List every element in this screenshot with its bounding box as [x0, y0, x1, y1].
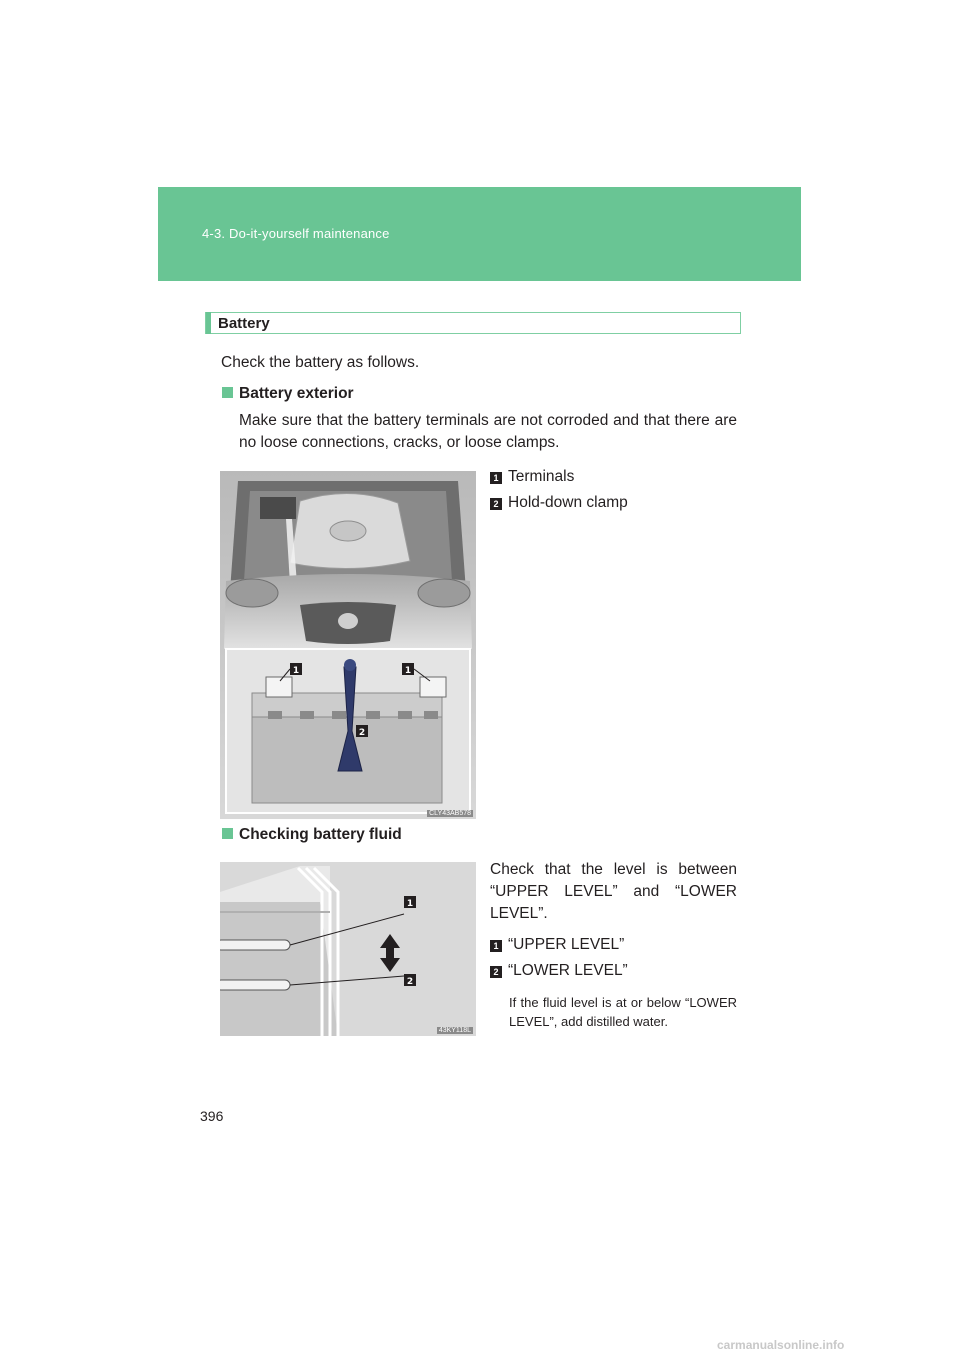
square-bullet-icon — [222, 828, 233, 839]
legend-item-terminals — [490, 468, 574, 486]
engine-bay-illustration — [220, 471, 476, 819]
watermark: carmanualsonline.info — [717, 1338, 845, 1352]
battery-exterior-figure — [220, 471, 476, 819]
battery-fluid-title: Checking battery fluid — [239, 826, 402, 843]
legend-number: 1 — [490, 940, 502, 952]
callout-lower-level: 2 — [406, 977, 414, 987]
figure-code: 43KY118L — [438, 1027, 471, 1034]
battery-exterior-text: Make sure that the battery terminals are not corroded and that there are no loose connections, cracks, or loose clamps. — [239, 412, 737, 451]
legend-label: Hold-down clamp — [508, 494, 628, 511]
section-heading — [205, 312, 741, 334]
legend-item-hold-down-clamp — [490, 494, 628, 512]
legend-number: 2 — [490, 498, 502, 510]
figure-code: CLY43AB578 — [429, 810, 471, 817]
legend-label: Terminals — [508, 468, 575, 485]
section-heading-text: Battery — [218, 315, 270, 332]
battery-fluid-heading — [222, 826, 402, 844]
callout-upper-level: 1 — [406, 899, 414, 909]
page-number: 396 — [200, 1108, 224, 1124]
callout-clamp: 2 — [358, 728, 366, 738]
callout-terminal-left: 1 — [292, 666, 300, 676]
battery-fluid-illustration — [220, 862, 476, 1036]
legend-number: 2 — [490, 966, 502, 978]
battery-fluid-text: Check that the level is between “UPPER LEVEL” and “LOWER LEVEL”. — [490, 861, 737, 922]
intro-text: Check the battery as follows. — [221, 354, 420, 371]
legend-item-upper-level — [490, 936, 624, 954]
legend-label: “LOWER LEVEL” — [508, 962, 628, 979]
legend-label: “UPPER LEVEL” — [508, 936, 625, 953]
battery-exterior-heading — [222, 385, 354, 403]
legend-number: 1 — [490, 472, 502, 484]
legend-item-lower-level — [490, 962, 628, 980]
callout-terminal-right: 1 — [404, 666, 412, 676]
square-bullet-icon — [222, 387, 233, 398]
battery-exterior-title: Battery exterior — [239, 385, 354, 402]
heading-accent-bar — [206, 312, 211, 334]
fluid-note: If the fluid level is at or below “LOWER LEVEL”, add distilled water. — [509, 995, 737, 1029]
section-label: 4-3. Do-it-yourself maintenance — [202, 226, 390, 241]
battery-fluid-figure — [220, 862, 476, 1036]
